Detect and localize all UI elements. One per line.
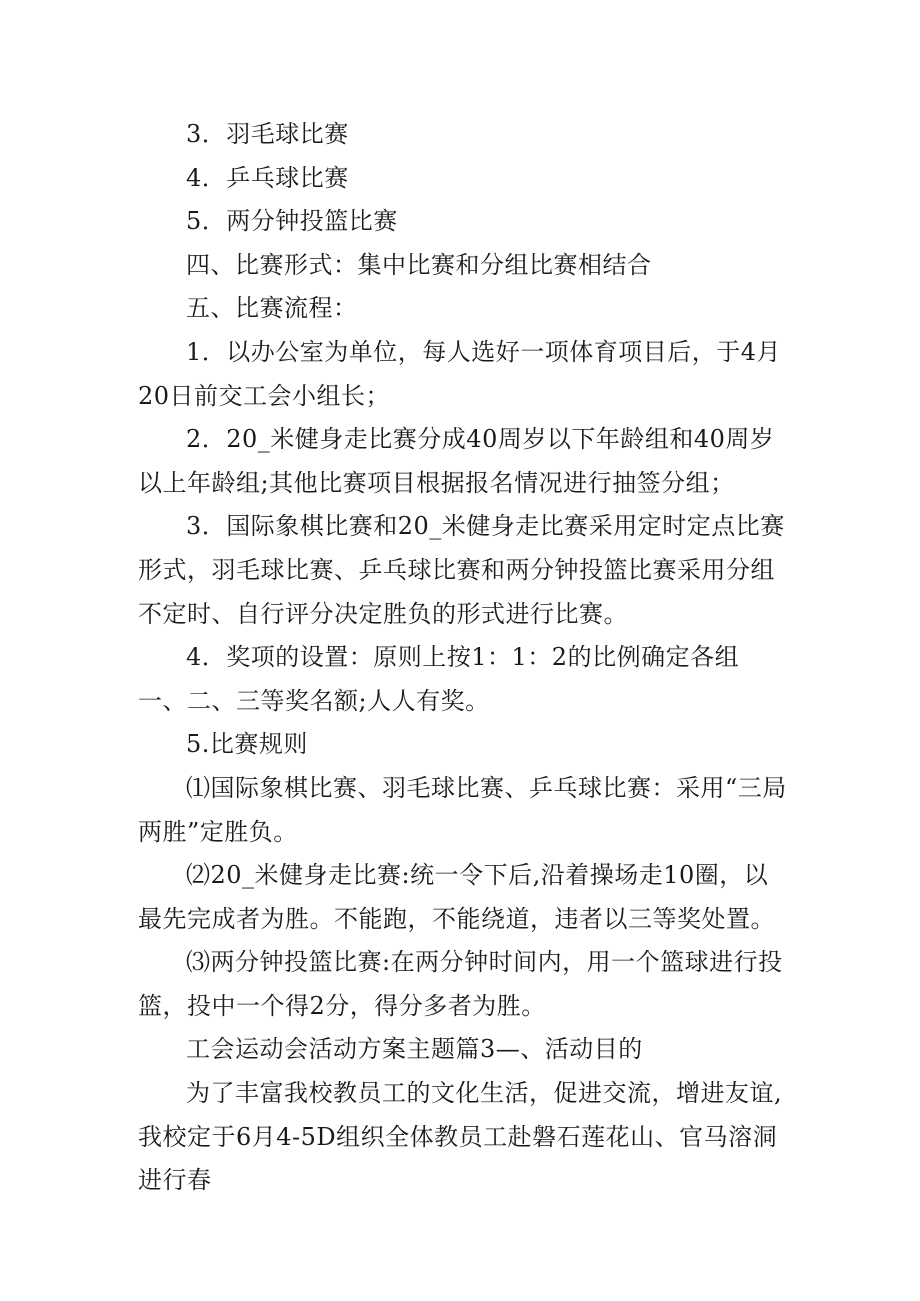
document-body [138, 113, 788, 1203]
paragraph: ⑴国际象棋比赛、羽毛球比赛、乒乓球比赛：采用“三局两胜”定胜负。 [138, 773, 787, 846]
paragraph: 为了丰富我校教员工的文化生活，促进交流，增进友谊,我校定于6月4-5D组织全体教员工赴磐石莲花山、官马溶洞进行春 [138, 1079, 783, 1195]
paragraph: 五、比赛流程： [186, 294, 358, 323]
paragraph: 四、比赛形式：集中比赛和分组比赛相结合 [186, 250, 652, 279]
paragraph: 1．以办公室为单位，每人选好一项体育项目后，于4月20日前交工会小组长； [138, 337, 782, 410]
paragraph: 4．乒乓球比赛 [186, 163, 349, 192]
paragraph: 4．奖项的设置：原则上按1：1：2的比例确定各组一、二、三等奖名额;人人有奖。 [138, 643, 740, 715]
paragraph: 3．国际象棋比赛和20_米健身走比赛采用定时定点比赛形式，羽毛球比赛、乒乓球比赛和两分钟投篮比赛采用分组不定时、自行评分决定胜负的形式进行比赛。 [138, 512, 785, 628]
paragraph: 5．两分钟投篮比赛 [186, 207, 398, 236]
paragraph: 2．20_米健身走比赛分成40周岁以下年龄组和40周岁以上年龄组;其他比赛项目根据报名情况进行抽签分组； [138, 425, 775, 497]
paragraph: ⑶两分钟投篮比赛:在两分钟时间内，用一个篮球进行投篮，投中一个得2分，得分多者为胜。 [138, 948, 783, 1020]
paragraph: 工会运动会活动方案主题篇3—、活动目的 [186, 1035, 643, 1064]
paragraph: 3．羽毛球比赛 [186, 120, 349, 148]
paragraph: ⑵20_米健身走比赛:统一令下后,沿着操场走10圈，以最先完成者为胜。不能跑，不能绕道，违者以三等奖处置。 [138, 861, 775, 933]
paragraph: 5.比赛规则 [186, 730, 308, 759]
